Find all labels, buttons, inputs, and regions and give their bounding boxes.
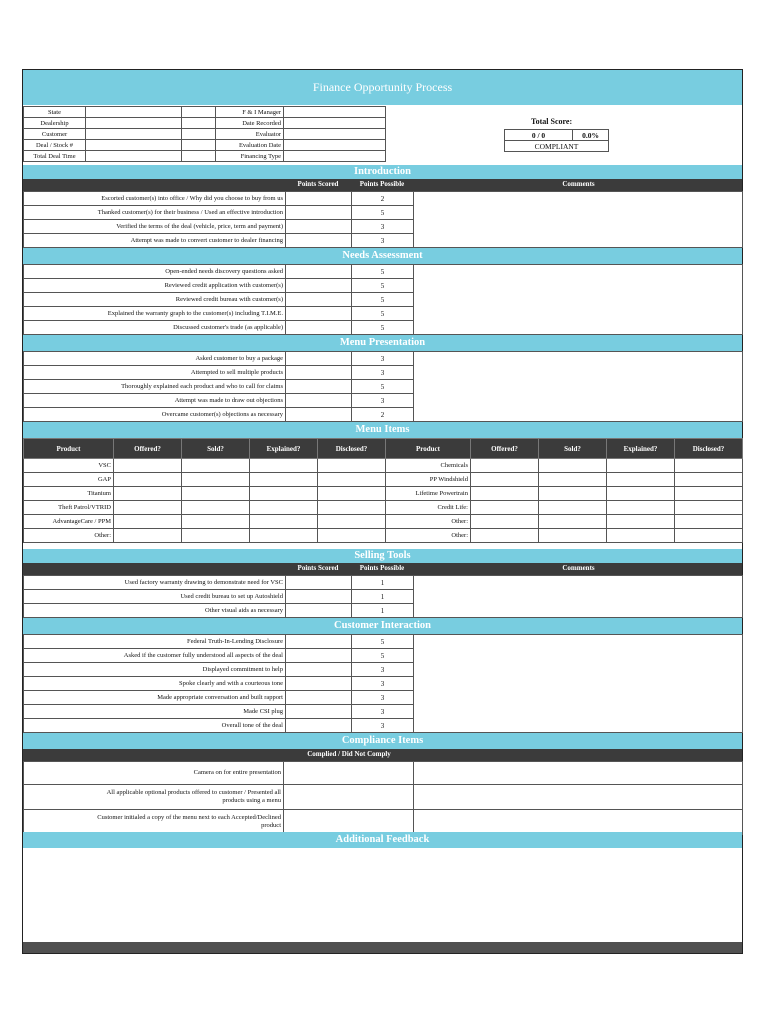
selling-tools-col-header — [23, 563, 742, 575]
product-label: Other: — [386, 515, 471, 529]
menu-item-field[interactable] — [318, 501, 386, 515]
header-spacer — [182, 140, 216, 151]
header-label: F & I Manager — [216, 107, 284, 118]
header-label: State — [24, 107, 86, 118]
menu-items-header: Disclosed? — [318, 439, 386, 459]
menu-item-field[interactable] — [607, 487, 675, 501]
compliance-comment-field[interactable] — [414, 810, 743, 835]
menu-items-header: Offered? — [471, 439, 539, 459]
compliance-col-header — [23, 749, 742, 761]
criteria-label: Reviewed credit bureau with customer(s) — [24, 293, 286, 307]
criteria-label: Thoroughly explained each product and who to call for claims — [24, 380, 286, 394]
points-scored-field[interactable] — [286, 691, 352, 705]
compliance-status: COMPLIANT — [505, 141, 609, 152]
header-label: Total Deal Time — [24, 151, 86, 162]
header-label: Date Recorded — [216, 118, 284, 129]
menu-item-field[interactable] — [114, 487, 182, 501]
points-scored-field[interactable] — [286, 366, 352, 380]
menu-item-field[interactable] — [114, 501, 182, 515]
points-scored-field[interactable] — [286, 321, 352, 335]
section-additional-feedback: Additional Feedback — [23, 832, 742, 848]
menu-presentation-table — [23, 351, 743, 422]
menu-item-field[interactable] — [471, 529, 539, 543]
product-label: Lifetime Powertrain — [386, 487, 471, 501]
menu-item-field[interactable] — [607, 459, 675, 473]
menu-item-field[interactable] — [607, 473, 675, 487]
criteria-label: Other visual aids as necessary — [24, 604, 286, 618]
header-info-left — [23, 106, 386, 162]
points-possible: 5 — [352, 649, 414, 663]
compliance-label-line: All applicable optional products offered to customer / Presented all — [106, 789, 281, 796]
section-menu-presentation: Menu Presentation — [23, 335, 742, 351]
footer-bar — [23, 942, 742, 953]
points-possible: 3 — [352, 663, 414, 677]
menu-item-field[interactable] — [114, 529, 182, 543]
criteria-label: Asked if the customer fully understood all aspects of the deal — [24, 649, 286, 663]
criteria-label: Made appropriate conversation and built rapport — [24, 691, 286, 705]
menu-items-header: Explained? — [250, 439, 318, 459]
menu-item-field[interactable] — [675, 515, 743, 529]
menu-item-field[interactable] — [539, 473, 607, 487]
table-row — [24, 515, 743, 529]
menu-item-field[interactable] — [250, 501, 318, 515]
menu-item-field[interactable] — [675, 459, 743, 473]
header-value-field[interactable] — [86, 118, 182, 129]
points-scored-field[interactable] — [286, 677, 352, 691]
col-complied: Complied / Did Not Comply — [307, 750, 391, 758]
points-scored-field[interactable] — [286, 663, 352, 677]
criteria-label: Overcame customer(s) objections as necessary — [24, 408, 286, 422]
menu-item-field[interactable] — [539, 459, 607, 473]
col-comments: Comments — [562, 564, 595, 572]
header-value-field[interactable] — [86, 107, 182, 118]
menu-items-header: Product — [386, 439, 471, 459]
menu-item-field[interactable] — [675, 473, 743, 487]
menu-item-field[interactable] — [675, 501, 743, 515]
points-possible: 5 — [352, 321, 414, 335]
menu-item-field[interactable] — [114, 473, 182, 487]
points-scored-field[interactable] — [286, 590, 352, 604]
product-label: AdvantageCare / PPM — [24, 515, 114, 529]
product-label: VSC — [24, 459, 114, 473]
product-label: Theft Patrol/VTRID — [24, 501, 114, 515]
complied-field[interactable] — [284, 785, 414, 810]
table-row — [24, 265, 743, 279]
menu-item-field[interactable] — [182, 459, 250, 473]
menu-item-field[interactable] — [607, 501, 675, 515]
table-row — [24, 785, 743, 810]
points-scored-field[interactable] — [286, 705, 352, 719]
menu-item-field[interactable] — [114, 459, 182, 473]
table-row — [24, 473, 743, 487]
menu-items-header: Offered? — [114, 439, 182, 459]
header-spacer — [182, 129, 216, 140]
header-value-field[interactable] — [284, 107, 386, 118]
menu-item-field[interactable] — [182, 487, 250, 501]
menu-item-field[interactable] — [539, 501, 607, 515]
header-value-field[interactable] — [86, 129, 182, 140]
product-label: Other: — [386, 529, 471, 543]
menu-item-field[interactable] — [539, 515, 607, 529]
compliance-label-line: product — [261, 822, 281, 829]
menu-item-field[interactable] — [539, 487, 607, 501]
table-row — [24, 192, 743, 206]
criteria-label: Reviewed credit application with customer(s) — [24, 279, 286, 293]
complied-field[interactable] — [284, 762, 414, 785]
menu-items-header: Explained? — [607, 439, 675, 459]
points-possible: 3 — [352, 366, 414, 380]
section-menu-items: Menu Items — [23, 422, 742, 438]
menu-item-field[interactable] — [471, 473, 539, 487]
table-row — [24, 529, 743, 543]
header-label: Customer — [24, 129, 86, 140]
points-possible: 3 — [352, 220, 414, 234]
criteria-label: Spoke clearly and with a courteous tone — [24, 677, 286, 691]
menu-item-field[interactable] — [675, 529, 743, 543]
points-possible: 3 — [352, 394, 414, 408]
criteria-label: Verified the terms of the deal (vehicle, price, term and payment) — [24, 220, 286, 234]
header-spacer — [182, 151, 216, 162]
table-row — [24, 459, 743, 473]
points-scored-field[interactable] — [286, 380, 352, 394]
points-scored-field[interactable] — [286, 206, 352, 220]
menu-items-header: Product — [24, 439, 114, 459]
menu-item-field[interactable] — [471, 459, 539, 473]
introduction-table — [23, 191, 743, 248]
points-possible: 5 — [352, 206, 414, 220]
compliance-comment-field[interactable] — [414, 785, 743, 810]
points-scored-field[interactable] — [286, 307, 352, 321]
points-scored-field[interactable] — [286, 192, 352, 206]
header-value-field[interactable] — [86, 140, 182, 151]
points-possible: 5 — [352, 279, 414, 293]
col-points-possible: Points Possible — [359, 180, 405, 188]
criteria-label: Asked customer to buy a package — [24, 352, 286, 366]
compliance-table — [23, 761, 743, 835]
points-possible: 3 — [352, 719, 414, 733]
points-scored-field[interactable] — [286, 234, 352, 248]
score-value: 0 / 0 — [505, 130, 573, 141]
menu-item-field[interactable] — [607, 515, 675, 529]
menu-item-field[interactable] — [539, 529, 607, 543]
compliance-comment-field[interactable] — [414, 762, 743, 785]
points-possible: 3 — [352, 705, 414, 719]
points-scored-field[interactable] — [286, 394, 352, 408]
criteria-label: Attempt was made to draw out objections — [24, 394, 286, 408]
points-scored-field[interactable] — [286, 408, 352, 422]
points-scored-field[interactable] — [286, 635, 352, 649]
compliance-label-line: products using a menu — [222, 797, 281, 804]
product-label: Other: — [24, 529, 114, 543]
points-scored-field[interactable] — [286, 719, 352, 733]
table-row — [24, 810, 743, 835]
criteria-label: Thanked customer(s) for their business / Used an effective introduction — [24, 206, 286, 220]
points-possible: 5 — [352, 380, 414, 394]
points-possible: 5 — [352, 293, 414, 307]
menu-item-field[interactable] — [182, 501, 250, 515]
criteria-label: Escorted customer(s) into office / Why did you choose to buy from us — [24, 192, 286, 206]
header-spacer — [182, 118, 216, 129]
criteria-label: Open-ended needs discovery questions asked — [24, 265, 286, 279]
comments-field[interactable] — [414, 265, 743, 335]
points-scored-field[interactable] — [286, 220, 352, 234]
points-scored-field[interactable] — [286, 649, 352, 663]
menu-item-field[interactable] — [318, 459, 386, 473]
points-possible: 5 — [352, 307, 414, 321]
menu-item-field[interactable] — [471, 501, 539, 515]
menu-item-field[interactable] — [318, 515, 386, 529]
section-customer-interaction: Customer Interaction — [23, 618, 742, 634]
menu-item-field[interactable] — [318, 473, 386, 487]
table-row — [24, 635, 743, 649]
menu-item-field[interactable] — [250, 529, 318, 543]
section-selling-tools: Selling Tools — [23, 549, 742, 563]
points-possible: 1 — [352, 576, 414, 590]
section-compliance-items: Compliance Items — [23, 733, 742, 749]
section-needs-assessment: Needs Assessment — [23, 248, 742, 264]
menu-item-field[interactable] — [250, 487, 318, 501]
menu-item-field[interactable] — [471, 515, 539, 529]
menu-item-field[interactable] — [250, 473, 318, 487]
col-points-scored: Points Scored — [297, 564, 339, 572]
menu-items-table — [23, 438, 743, 543]
menu-item-field[interactable] — [471, 487, 539, 501]
points-possible: 5 — [352, 265, 414, 279]
table-row — [24, 487, 743, 501]
comments-field[interactable] — [414, 635, 743, 733]
product-label: Chemicals — [386, 459, 471, 473]
criteria-label: Attempt was made to convert customer to dealer financing — [24, 234, 286, 248]
compliance-label — [24, 762, 284, 785]
menu-items-header: Sold? — [182, 439, 250, 459]
score-box — [504, 129, 609, 152]
comments-field[interactable] — [414, 576, 743, 618]
table-row — [24, 762, 743, 785]
table-row — [24, 501, 743, 515]
product-label: Titanium — [24, 487, 114, 501]
points-scored-field[interactable] — [286, 352, 352, 366]
criteria-label: Discussed customer's trade (as applicable) — [24, 321, 286, 335]
menu-item-field[interactable] — [318, 487, 386, 501]
comments-field[interactable] — [414, 192, 743, 248]
compliance-label-line: Camera on for entire presentation — [193, 769, 281, 776]
section-introduction: Introduction — [23, 165, 742, 179]
points-possible: 3 — [352, 677, 414, 691]
menu-item-field[interactable] — [250, 459, 318, 473]
header-label: Dealership — [24, 118, 86, 129]
points-possible: 3 — [352, 234, 414, 248]
points-scored-field[interactable] — [286, 293, 352, 307]
product-label: Credit Life: — [386, 501, 471, 515]
points-possible: 3 — [352, 691, 414, 705]
col-comments: Comments — [562, 180, 595, 188]
feedback-area[interactable] — [23, 848, 742, 943]
table-row — [24, 352, 743, 366]
total-score-label: Total Score: — [531, 117, 573, 126]
criteria-label: Used credit bureau to set up Autoshield — [24, 590, 286, 604]
points-possible: 1 — [352, 604, 414, 618]
header-value-field[interactable] — [284, 118, 386, 129]
header-label: Evaluation Date — [216, 140, 284, 151]
points-scored-field[interactable] — [286, 265, 352, 279]
table-row — [24, 576, 743, 590]
points-scored-field[interactable] — [286, 576, 352, 590]
points-possible: 2 — [352, 408, 414, 422]
criteria-label: Made CSI plug — [24, 705, 286, 719]
evaluation-sheet — [22, 69, 743, 954]
menu-item-field[interactable] — [114, 515, 182, 529]
criteria-label: Attempted to sell multiple products — [24, 366, 286, 380]
product-label: GAP — [24, 473, 114, 487]
menu-item-field[interactable] — [250, 515, 318, 529]
header-value-field[interactable] — [284, 151, 386, 162]
comments-field[interactable] — [414, 352, 743, 422]
criteria-label: Overall tone of the deal — [24, 719, 286, 733]
menu-item-field[interactable] — [675, 487, 743, 501]
compliance-label-line: Customer initialed a copy of the menu next to each Accepted/Declined — [97, 814, 281, 821]
criteria-label: Used factory warranty drawing to demonstrate need for VSC — [24, 576, 286, 590]
score-percent: 0.0% — [573, 130, 609, 141]
criteria-label: Federal Truth-In-Lending Disclosure — [24, 635, 286, 649]
menu-item-field[interactable] — [318, 529, 386, 543]
menu-item-field[interactable] — [607, 529, 675, 543]
customer-interaction-table — [23, 634, 743, 733]
col-points-scored: Points Scored — [297, 180, 339, 188]
header-value-field[interactable] — [284, 129, 386, 140]
menu-items-header: Disclosed? — [675, 439, 743, 459]
header-spacer — [182, 107, 216, 118]
introduction-col-header — [23, 179, 742, 191]
menu-items-header: Sold? — [539, 439, 607, 459]
points-possible: 5 — [352, 635, 414, 649]
points-scored-field[interactable] — [286, 604, 352, 618]
criteria-label: Explained the warranty graph to the customer(s) including T.I.M.E. — [24, 307, 286, 321]
complied-field[interactable] — [284, 810, 414, 835]
criteria-label: Displayed commitment to help — [24, 663, 286, 677]
header-label: Evaluator — [216, 129, 284, 140]
menu-item-field[interactable] — [182, 529, 250, 543]
compliance-label — [24, 810, 284, 835]
header-value-field[interactable] — [284, 140, 386, 151]
menu-item-field[interactable] — [182, 515, 250, 529]
header-label: Financing Type — [216, 151, 284, 162]
selling-tools-table — [23, 575, 743, 618]
product-label: PP Windshield — [386, 473, 471, 487]
header-value-field[interactable] — [86, 151, 182, 162]
menu-item-field[interactable] — [182, 473, 250, 487]
page-title: Finance Opportunity Process — [23, 70, 742, 105]
header-label: Deal / Stock # — [24, 140, 86, 151]
points-possible: 2 — [352, 192, 414, 206]
needs-table — [23, 264, 743, 335]
points-scored-field[interactable] — [286, 279, 352, 293]
col-points-possible: Points Possible — [359, 564, 405, 572]
compliance-label — [24, 785, 284, 810]
points-possible: 3 — [352, 352, 414, 366]
points-possible: 1 — [352, 590, 414, 604]
